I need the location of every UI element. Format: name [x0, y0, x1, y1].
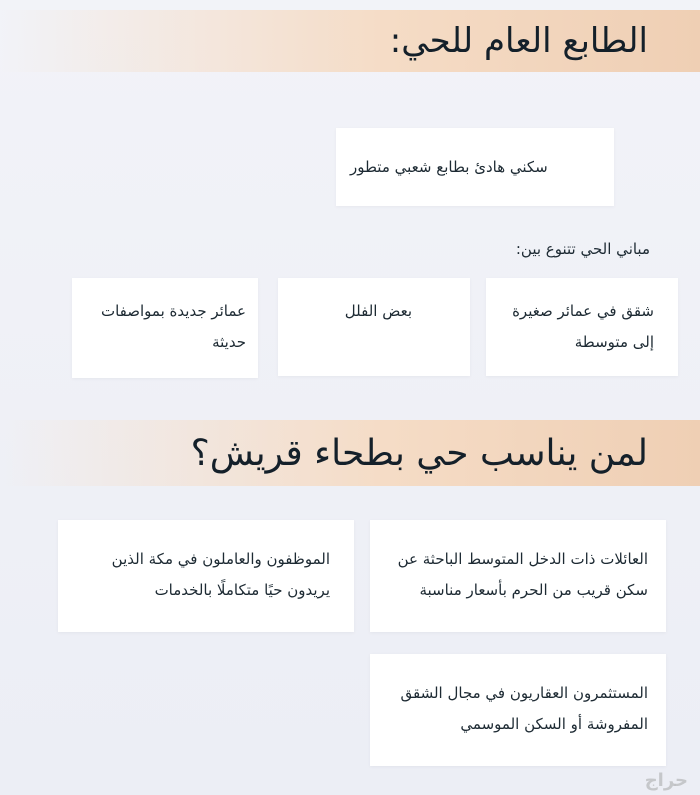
section-title: لمن يناسب حي بطحاء قريش؟ — [190, 432, 648, 474]
building-type-line: حديثة — [212, 333, 246, 351]
audience-line: المستثمرون العقاريون في مجال الشقق — [400, 684, 648, 702]
section-header-general-character — [0, 10, 700, 72]
section-title: الطابع العام للحي: — [389, 21, 648, 61]
building-type-card — [278, 278, 470, 376]
building-type-line: بعض الفلل — [344, 302, 412, 320]
audience-line: يريدون حيًا متكاملًا بالخدمات — [154, 581, 330, 599]
audience-card — [58, 520, 354, 632]
audience-line: المفروشة أو السكن الموسمي — [460, 715, 648, 733]
building-type-line: شقق في عمائر صغيرة — [512, 302, 654, 320]
watermark: حراج — [644, 770, 688, 791]
audience-line: سكن قريب من الحرم بأسعار مناسبة — [419, 581, 648, 599]
building-type-card — [72, 278, 258, 378]
section-header-suitable-for — [0, 420, 700, 486]
summary-text: سكني هادئ بطابع شعبي متطور — [350, 157, 548, 176]
audience-card — [370, 520, 666, 632]
building-type-card — [486, 278, 678, 376]
buildings-label: مباني الحي تتنوع بين: — [515, 240, 650, 258]
summary-card — [336, 128, 614, 206]
building-type-line: إلى متوسطة — [574, 333, 654, 351]
audience-line: العائلات ذات الدخل المتوسط الباحثة عن — [397, 550, 648, 568]
audience-line: الموظفون والعاملون في مكة الذين — [111, 550, 330, 568]
audience-card — [370, 654, 666, 766]
building-type-line: عمائر جديدة بمواصفات — [100, 302, 246, 320]
